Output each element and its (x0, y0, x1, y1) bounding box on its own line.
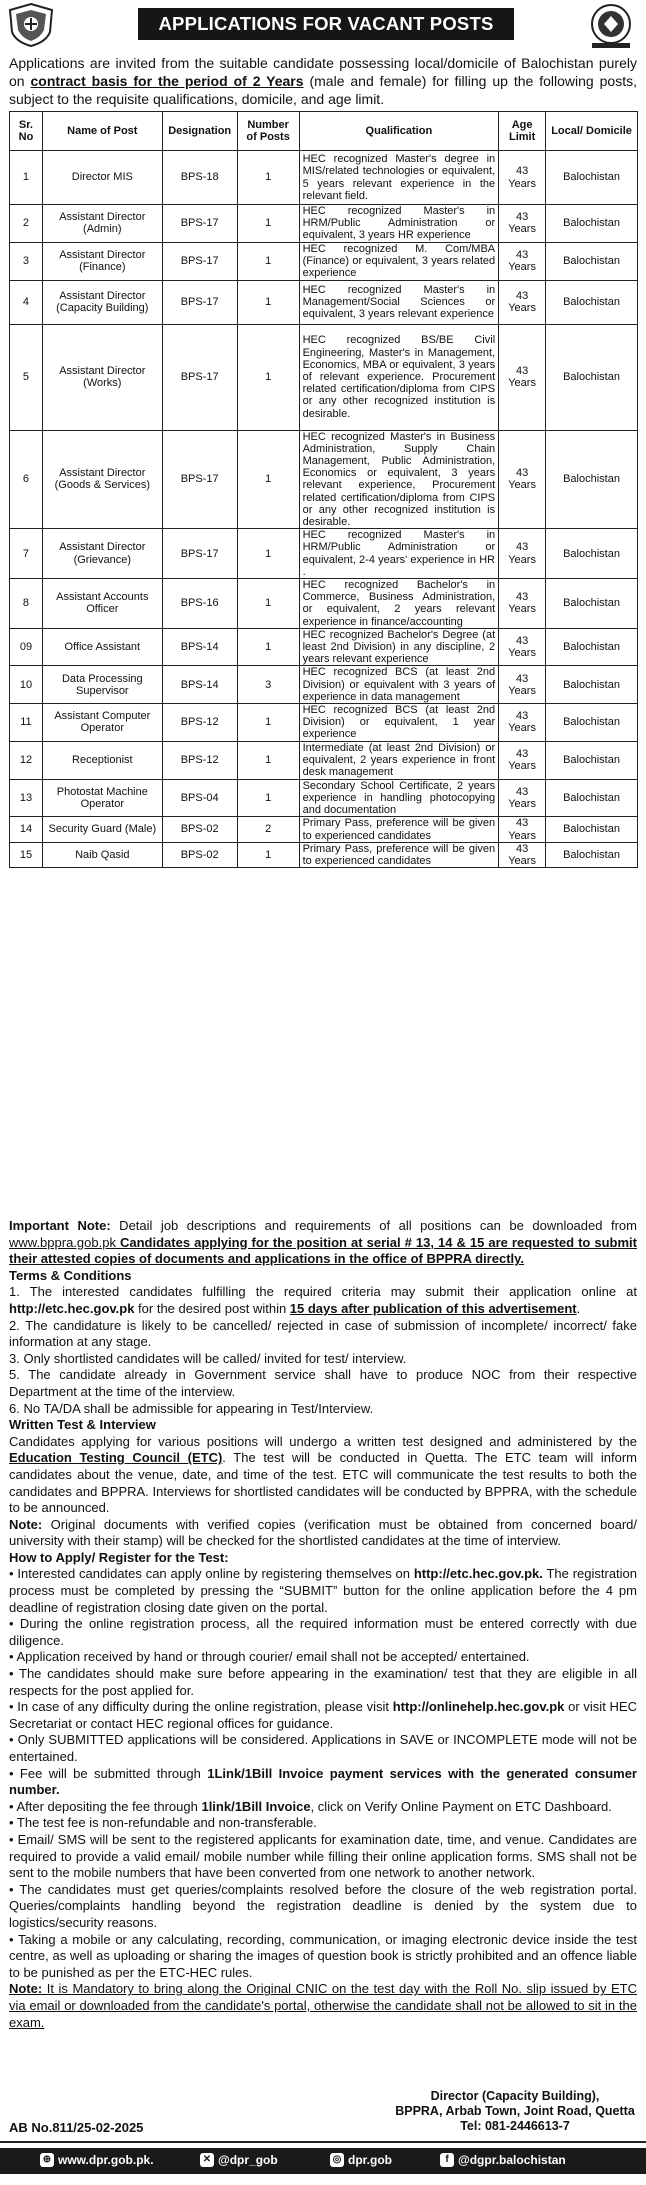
table-cell-age: 43 Years (499, 666, 546, 704)
table-cell-qual: HEC recognized Bachelor's in Commerce, Business Administration, or equivalent, 2 years relevant experience in finance/accounting (299, 579, 499, 629)
social-item[interactable] (440, 2153, 566, 2167)
table-cell-sr: 13 (10, 779, 43, 817)
globe-icon: ⊕ (40, 2153, 54, 2167)
bullet-text: • After depositing the fee through (9, 1798, 202, 1814)
table-cell-age: 43 Years (499, 205, 546, 243)
table-cell-age: 43 Years (499, 324, 546, 430)
bullet-item: • The candidates should make sure before appearing in the examination/ test that they are eligible in all respects for the post applied for. (9, 1666, 637, 1698)
etc-portal-link[interactable]: http://etc.hec.gov.pk (9, 1300, 135, 1316)
table-cell-qual: HEC recognized BCS (at least 2nd Division) or equivalent with 3 years of experience in data management (299, 666, 499, 704)
etc-name: Education Testing Council (ETC) (9, 1450, 223, 1466)
table-cell-num: 3 (237, 666, 299, 704)
written-test-heading: Written Test & Interview (9, 1417, 156, 1433)
intro-text-end: (male and female) for filling up the following posts, subject to the requisite qualifications, domicile, and age limit. (9, 73, 637, 107)
contact-phone: Tel: 081-2446613-7 (460, 2119, 570, 2133)
table-cell-num: 1 (237, 151, 299, 205)
table-row (10, 842, 638, 867)
bullet-item: • Only SUBMITTED applications will be considered. Applications in SAVE or INCOMPLETE mode will not be entertained. (9, 1732, 637, 1764)
important-note-bold: Candidates applying for the position at serial # 13, 14 & 15 are requested to submit their attested copies of documents and applications in the office of BPPRA directly. (9, 1234, 637, 1267)
table-cell-sr: 15 (10, 842, 43, 867)
table-cell-qual: HEC recognized Master's in HRM/Public Administration or equivalent, 3 years HR experience (299, 205, 499, 243)
table-cell-bps: BPS-12 (162, 741, 237, 779)
table-cell-num: 1 (237, 579, 299, 629)
instagram-handle[interactable]: dpr.gob (348, 2153, 392, 2167)
final-note-label: Note: (9, 1981, 43, 1997)
term-item (9, 1284, 637, 1317)
table-cell-dom: Balochistan (546, 666, 638, 704)
table-cell-bps: BPS-14 (162, 628, 237, 666)
facebook-icon: f (440, 2153, 454, 2167)
table-cell-bps: BPS-02 (162, 817, 237, 842)
bppra-website-link[interactable]: www.bppra.gob.pk (9, 1234, 116, 1250)
twitter-icon: ✕ (200, 2153, 214, 2167)
table-cell-post: Director MIS (42, 151, 162, 205)
invoice-text: 1link/1Bill Invoice (201, 1798, 311, 1814)
table-cell-dom: Balochistan (546, 280, 638, 324)
term-item: 6. No TA/DA shall be admissible for appearing in Test/Interview. (9, 1400, 374, 1416)
table-cell-bps: BPS-18 (162, 151, 237, 205)
table-cell-age: 43 Years (499, 242, 546, 280)
contact-address (392, 2089, 638, 2134)
bullet-item: • During the online registration process, all the required information must be entered correctly with due diligence. (9, 1616, 637, 1648)
ad-number: AB No.811/25-02-2025 (9, 2120, 144, 2135)
page-title: APPLICATIONS FOR VACANT POSTS (138, 8, 514, 40)
header (0, 0, 646, 52)
table-cell-bps: BPS-17 (162, 324, 237, 430)
term-text: . (576, 1300, 581, 1316)
table-cell-num: 1 (237, 280, 299, 324)
table-cell-sr: 10 (10, 666, 43, 704)
table-cell-age: 43 Years (499, 430, 546, 529)
intro-text: Applications are invited from the suitable candidate possessing local/domicile of Balochistan purely on (9, 55, 637, 89)
table-row (10, 430, 638, 529)
table-row (10, 151, 638, 205)
table-cell-num: 1 (237, 628, 299, 666)
table-cell-bps: BPS-04 (162, 779, 237, 817)
table-row (10, 704, 638, 742)
table-cell-dom: Balochistan (546, 741, 638, 779)
table-row (10, 779, 638, 817)
table-cell-num: 1 (237, 842, 299, 867)
documents-note (9, 1517, 637, 1550)
table-cell-qual: HEC recognized Master's in Management/Social Sciences or equivalent, 3 years relevant experience (299, 280, 499, 324)
table-row (10, 666, 638, 704)
deadline-text: 15 days after publication of this advertisement (289, 1300, 577, 1316)
written-text: Candidates applying for various positions will undergo a written test designed and administered by the (9, 1433, 637, 1449)
table-cell-post: Assistant Accounts Officer (42, 579, 162, 629)
table-row (10, 529, 638, 579)
government-emblem-icon (6, 2, 56, 48)
table-cell-qual: HEC recognized BCS (at least 2nd Division) or equivalent, 1 year experience (299, 704, 499, 742)
contact-line: Director (Capacity Building), (430, 2089, 600, 2103)
social-item[interactable] (330, 2153, 392, 2167)
bullet-item: • The test fee is non-refundable and non-transferable. (9, 1815, 317, 1831)
table-cell-age: 43 Years (499, 280, 546, 324)
table-cell-bps: BPS-16 (162, 579, 237, 629)
table-cell-post: Assistant Director (Admin) (42, 205, 162, 243)
terms-heading: Terms & Conditions (9, 1267, 132, 1283)
table-cell-bps: BPS-17 (162, 205, 237, 243)
social-item[interactable] (200, 2153, 278, 2167)
term-item: 5. The candidate already in Government service shall have to produce NOC from their respective Department at the time of the interview. (9, 1367, 637, 1399)
term-text: 1. The interested candidates fulfilling the required criteria may submit their application online at (9, 1284, 637, 1300)
table-cell-dom: Balochistan (546, 842, 638, 867)
term-item: 2. The candidature is likely to be cancelled/ rejected in case of submission of incomplete/ incorrect/ fake information at any stage. (9, 1317, 637, 1350)
table-cell-bps: BPS-12 (162, 704, 237, 742)
note-label: Note: (9, 1516, 43, 1532)
notes-section (9, 1218, 637, 2031)
website-link[interactable]: www.dpr.gob.pk. (58, 2153, 154, 2167)
column-header: Sr. No (10, 112, 43, 151)
bullet-item: • Application received by hand or through courier/ email shall not be accepted/ entertained. (9, 1649, 530, 1665)
column-header: Number of Posts (237, 112, 299, 151)
table-cell-dom: Balochistan (546, 205, 638, 243)
bppra-logo-icon (582, 2, 640, 50)
table-cell-dom: Balochistan (546, 151, 638, 205)
column-header: Designation (162, 112, 237, 151)
important-note-label: Important Note: (9, 1218, 111, 1233)
table-cell-num: 1 (237, 529, 299, 579)
how-to-apply-heading: How to Apply/ Register for the Test: (9, 1549, 229, 1565)
table-cell-post: Assistant Director (Goods & Services) (42, 430, 162, 529)
table-cell-qual: HEC recognized BS/BE Civil Engineering, Master's in Management, Economics, MBA or equivalent, 3 years of relevant experience. Procurement related certification/diploma from CIPS or any other recognized institution is desirable. (299, 324, 499, 430)
table-cell-sr: 11 (10, 704, 43, 742)
column-header: Local/ Domicile (546, 112, 638, 151)
table-cell-age: 43 Years (499, 842, 546, 867)
table-cell-dom: Balochistan (546, 817, 638, 842)
bullet-item: • The candidates must get queries/complaints resolved before the closure of the web registration portal. Queries/complaints handling beyond the registration deadline is denied by the system due to logistics/security reasons. (9, 1881, 637, 1930)
etc-hec-link[interactable]: http://etc.hec.gov.pk. (413, 1566, 543, 1582)
table-cell-num: 2 (237, 817, 299, 842)
written-test-text (9, 1434, 637, 1517)
bullet-text: • Interested candidates can apply online by registering themselves on (9, 1566, 414, 1582)
table-header-row (10, 112, 638, 151)
instagram-icon: ◎ (330, 2153, 344, 2167)
table-cell-qual: HEC recognized Master's in HRM/Public Administration or equivalent, 2-4 years' experience in HR . (299, 529, 499, 579)
table-cell-bps: BPS-17 (162, 280, 237, 324)
table-cell-dom: Balochistan (546, 779, 638, 817)
table-row (10, 205, 638, 243)
table-cell-post: Office Assistant (42, 628, 162, 666)
table-cell-dom: Balochistan (546, 529, 638, 579)
table-cell-post: Assistant Computer Operator (42, 704, 162, 742)
table-cell-bps: BPS-02 (162, 842, 237, 867)
table-cell-sr: 09 (10, 628, 43, 666)
payment-service-text: 1Link/1Bill Invoice payment services with the generated consumer number. (9, 1765, 637, 1798)
table-cell-post: Naib Qasid (42, 842, 162, 867)
table-cell-dom: Balochistan (546, 704, 638, 742)
bullet-text: or visit HEC Secretariat or contact HEC regional offices for guidance. (9, 1699, 637, 1731)
table-cell-post: Security Guard (Male) (42, 817, 162, 842)
table-row (10, 741, 638, 779)
column-header: Age Limit (499, 112, 546, 151)
table-row (10, 628, 638, 666)
divider (0, 2141, 646, 2143)
table-cell-num: 1 (237, 779, 299, 817)
table-cell-dom: Balochistan (546, 628, 638, 666)
social-bar (0, 2148, 646, 2174)
table-cell-qual: HEC recognized M. Com/MBA (Finance) or equivalent, 3 years related experience (299, 242, 499, 280)
table-cell-sr: 7 (10, 529, 43, 579)
table-cell-bps: BPS-17 (162, 430, 237, 529)
table-cell-dom: Balochistan (546, 579, 638, 629)
online-help-link[interactable]: http://onlinehelp.hec.gov.pk (392, 1699, 565, 1715)
contact-line: BPPRA, Arbab Town, Joint Road, Quetta (395, 2104, 635, 2118)
bullet-text: , click on Verify Online Payment on ETC Dashboard. (310, 1798, 612, 1814)
table-row (10, 242, 638, 280)
table-cell-post: Assistant Director (Works) (42, 324, 162, 430)
bullet-text: The registration process must be completed by pressing the “SUBMIT” button for the online application before the 4 pm deadline of registration closing date given on the portal. (9, 1566, 638, 1615)
table-cell-qual: Primary Pass, preference will be given to experienced candidates (299, 817, 499, 842)
table-cell-sr: 1 (10, 151, 43, 205)
vacancies-table (9, 111, 638, 868)
table-row (10, 324, 638, 430)
table-cell-age: 43 Years (499, 151, 546, 205)
term-text: for the desired post within (134, 1300, 290, 1316)
written-text: . The test will be conducted in Quetta. The ETC team will inform candidates about the venue, date, and time of the test. ETC will communicate the test results to both the candidates and BPPRA. Interviews for shortlisted candidates will be conducted by BPPRA, with the schedule to be announced. (9, 1450, 637, 1516)
table-cell-age: 43 Years (499, 529, 546, 579)
table-cell-sr: 3 (10, 242, 43, 280)
table-cell-sr: 4 (10, 280, 43, 324)
table-cell-num: 1 (237, 430, 299, 529)
table-cell-qual: Intermediate (at least 2nd Division) or equivalent, 2 years experience in front desk management (299, 741, 499, 779)
table-cell-bps: BPS-17 (162, 242, 237, 280)
table-cell-qual: HEC recognized Master's degree in MIS/related technologies or equivalent, 5 years relevant experience in the relevant field. (299, 151, 499, 205)
table-cell-bps: BPS-14 (162, 666, 237, 704)
table-cell-age: 43 Years (499, 628, 546, 666)
table-cell-sr: 14 (10, 817, 43, 842)
table-cell-qual: Primary Pass, preference will be given to experienced candidates (299, 842, 499, 867)
table-cell-dom: Balochistan (546, 242, 638, 280)
bullet-item (9, 1699, 637, 1732)
table-cell-age: 43 Years (499, 741, 546, 779)
table-row (10, 579, 638, 629)
table-cell-age: 43 Years (499, 579, 546, 629)
important-note-text: Detail job descriptions and requirements of all positions can be downloaded from (110, 1218, 637, 1233)
bullet-item: • Email/ SMS will be sent to the registered applicants for examination date, time, and venue. Candidates are required to provide a valid email/ mobile number while filling their online application forms. SMS shall not be sent to the mobile numbers that have been converted from one network to another network. (9, 1831, 637, 1881)
facebook-handle[interactable]: @dgpr.balochistan (458, 2153, 566, 2167)
social-item[interactable] (40, 2153, 154, 2167)
table-row (10, 280, 638, 324)
table-cell-sr: 12 (10, 741, 43, 779)
table-cell-post: Photostat Machine Operator (42, 779, 162, 817)
important-note (9, 1218, 637, 1268)
column-header: Qualification (299, 112, 499, 151)
note-text: Original documents with verified copies (verification must be obtained from concerned board/ university with their stamp) will be checked for the shortlisted candidates at the time of interview. (9, 1516, 637, 1549)
table-cell-post: Receptionist (42, 741, 162, 779)
bullet-item (9, 1766, 637, 1799)
intro-paragraph (9, 54, 637, 108)
bullet-item (9, 1799, 637, 1816)
table-cell-sr: 6 (10, 430, 43, 529)
table-cell-sr: 8 (10, 579, 43, 629)
table-cell-sr: 5 (10, 324, 43, 430)
bullet-text: • Fee will be submitted through (9, 1765, 208, 1781)
twitter-handle[interactable]: @dpr_gob (218, 2153, 278, 2167)
bullet-item (9, 1566, 637, 1616)
table-cell-dom: Balochistan (546, 324, 638, 430)
table-cell-age: 43 Years (499, 704, 546, 742)
bullet-item: • Taking a mobile or any calculating, recording, communication, or imaging electronic device inside the test centre, as well as uploading or sharing the images of question book is strictly prohibited and an offence liable to be punished as per the ETC-HEC rules. (9, 1931, 637, 1980)
table-cell-post: Assistant Director (Grievance) (42, 529, 162, 579)
intro-contract-basis: contract basis for the period of 2 Years (30, 73, 304, 89)
table-cell-post: Data Processing Supervisor (42, 666, 162, 704)
table-cell-age: 43 Years (499, 817, 546, 842)
table-cell-qual: HEC recognized Master's in Business Administration, Supply Chain Management, Public Administration, Economics or equivalent, 3 years relevant experience, Procurement related certification/diploma from CIPS or any other recognized institution is desirable. (299, 430, 499, 529)
column-header: Name of Post (42, 112, 162, 151)
table-cell-post: Assistant Director (Capacity Building) (42, 280, 162, 324)
table-cell-post: Assistant Director (Finance) (42, 242, 162, 280)
table-cell-num: 1 (237, 324, 299, 430)
table-cell-qual: Secondary School Certificate, 2 years experience in handling photocopying and documentation (299, 779, 499, 817)
table-cell-dom: Balochistan (546, 430, 638, 529)
final-note-text: It is Mandatory to bring along the Original CNIC on the test day with the Roll No. slip issued by ETC via email or downloaded from the candidate's portal, otherwise the candidate shall not be allowed to sit in the exam. (9, 1981, 637, 2030)
bullet-text: • In case of any difficulty during the online registration, please visit (9, 1699, 393, 1715)
cnic-note (9, 1981, 637, 2031)
table-cell-num: 1 (237, 704, 299, 742)
table-cell-num: 1 (237, 242, 299, 280)
table-cell-bps: BPS-17 (162, 529, 237, 579)
table-cell-num: 1 (237, 205, 299, 243)
table-row (10, 817, 638, 842)
term-item: 3. Only shortlisted candidates will be called/ invited for test/ interview. (9, 1350, 407, 1366)
table-cell-sr: 2 (10, 205, 43, 243)
table-cell-qual: HEC recognized Bachelor's Degree (at least 2nd Division) in any discipline, 2 years relevant experience (299, 628, 499, 666)
table-cell-age: 43 Years (499, 779, 546, 817)
table-cell-num: 1 (237, 741, 299, 779)
